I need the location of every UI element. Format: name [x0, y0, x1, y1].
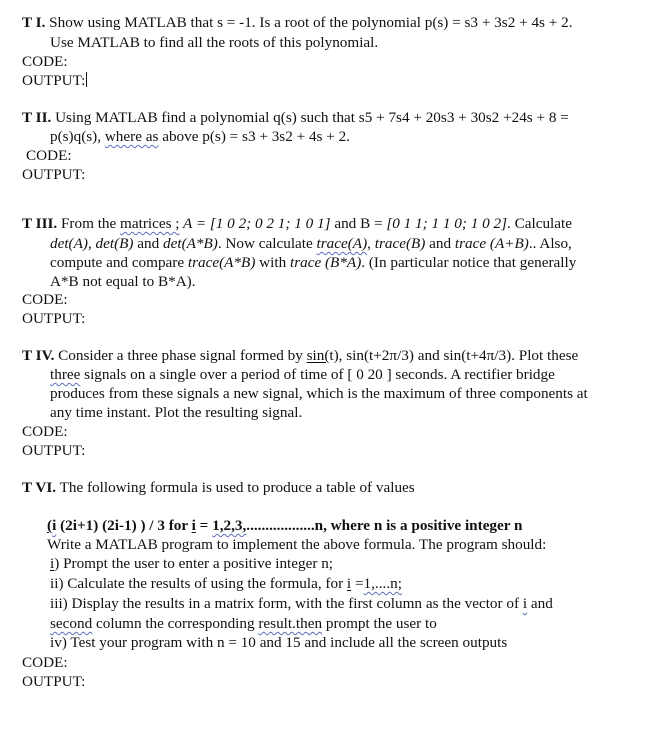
q3-l2e: trace(A) — [316, 235, 368, 252]
q4-l1a: Consider a three phase signal formed by — [54, 347, 307, 364]
q3-output-label: OUTPUT: — [22, 310, 86, 327]
q2-line-2 — [50, 127, 350, 147]
q5-i2a: ii) Calculate the results of using the formula, for — [50, 575, 347, 592]
q3-l2b: and — [133, 235, 164, 252]
q5-i4d: prompt the user to — [322, 615, 437, 632]
q3-code-label: CODE: — [22, 291, 68, 308]
q5-i1a: i — [50, 555, 55, 572]
q4-line-4: any time instant. Plot the resulting signal. — [50, 404, 303, 421]
q5-i3b: i — [522, 595, 528, 612]
q5-item-4 — [50, 614, 437, 634]
q3-l3c: with — [255, 254, 290, 271]
q5-item-2 — [50, 574, 402, 594]
q5-i4c: result.then — [258, 615, 323, 632]
q5-line-1 — [22, 478, 415, 498]
q1-label: T I. — [22, 14, 46, 31]
q5-code-label: CODE: — [22, 654, 68, 671]
q5-line-2: Write a MATLAB program to implement the above formula. The program should: — [47, 536, 547, 553]
q5-fa: ( — [47, 517, 53, 534]
q1-code-label: CODE: — [22, 53, 68, 70]
q2-text-b1: p(s)q(s), — [50, 128, 105, 145]
q3-l1a: From the — [57, 215, 121, 232]
q3-l2j: .. Also, — [528, 235, 572, 252]
q5-fc: (2i+1) (2i-1) ) / 3 for — [56, 517, 192, 534]
q3-l1d: and B = — [330, 215, 387, 232]
q3-l1b: matrices ; — [120, 215, 180, 232]
q5-fg: ..................n, where n is a positive integer n — [246, 517, 523, 534]
q3-l2g: trace(B) — [374, 235, 426, 252]
q2-output-label: OUTPUT: — [22, 166, 86, 183]
q4-label: T IV. — [22, 347, 55, 364]
q4-line-2 — [50, 365, 555, 385]
q5-fe: = — [195, 517, 213, 534]
q5-formula — [47, 516, 522, 536]
q4-l2b: signals on a single over a period of time of [ 0 20 ] seconds. A rectifier bridge — [80, 366, 555, 383]
q3-l2f: , — [367, 235, 375, 252]
q4-line-1 — [22, 346, 578, 366]
text-cursor — [86, 72, 87, 87]
q4-l2a: three — [50, 366, 81, 383]
q1-line-2: Use MATLAB to find all the roots of this polynomial. — [50, 34, 379, 51]
q2-text-b2: where as — [104, 128, 159, 145]
q5-output-label: OUTPUT: — [22, 673, 86, 690]
q5-item-5: iv) Test your program with n = 10 and 15 and include all the screen outputs — [50, 634, 508, 651]
q5-ff: 1,2,3, — [212, 517, 247, 534]
q5-fd: i — [191, 517, 196, 534]
q5-i1b: ) Prompt the user to enter a positive integer n; — [54, 555, 334, 572]
q3-l3b: trace(A*B) — [187, 254, 256, 271]
q3-l2a: det(A), det(B) — [50, 235, 134, 252]
q1-line-1 — [22, 13, 573, 33]
q5-i4a: second — [50, 615, 93, 632]
q5-i3c: and — [527, 595, 553, 612]
q5-item-1 — [50, 554, 333, 574]
q1-output-text: OUTPUT: — [22, 72, 86, 89]
q5-i3a: iii) Display the results in a matrix form, with the first column as the vector of — [50, 595, 523, 612]
q3-l3a: compute and compare — [50, 254, 188, 271]
q3-line-3 — [50, 253, 576, 273]
q5-i2c: = — [351, 575, 364, 592]
q4-output-label: OUTPUT: — [22, 442, 86, 459]
q1-output-label[interactable] — [22, 71, 87, 91]
q3-line-4: A*B not equal to B*A). — [50, 273, 196, 290]
q3-l1f: . Calculate — [507, 215, 572, 232]
q2-text-a: Using MATLAB find a polynomial q(s) such that s5 + 7s4 + 20s3 + 30s2 +24s + 8 = — [51, 109, 569, 126]
q4-code-label: CODE: — [22, 423, 68, 440]
q2-code-label: CODE: — [26, 147, 72, 164]
q3-line-1 — [22, 214, 572, 234]
q5-i4b: column the corresponding — [92, 615, 259, 632]
q2-label: T II. — [22, 109, 52, 126]
q2-line-1 — [22, 108, 569, 128]
q5-intro: The following formula is used to produce a table of values — [56, 479, 415, 496]
q1-text-a: Show using MATLAB that s = -1. Is a root of the polynomial p(s) = s3 + 3s2 + 4s + 2. — [45, 14, 573, 31]
q5-item-3 — [50, 594, 553, 614]
q3-l2c: det(A*B) — [163, 235, 218, 252]
q3-l2i: trace (A+B) — [454, 235, 529, 252]
q5-label: T VI. — [22, 479, 57, 496]
q2-text-b3: above p(s) = s3 + 3s2 + 4s + 2. — [158, 128, 351, 145]
q5-i2d: 1,....n; — [363, 575, 402, 592]
q3-label: T III. — [22, 215, 58, 232]
q3-l3d: trace (B*A) — [289, 254, 362, 271]
q5-i2b: i — [346, 575, 352, 592]
q4-l1c: t), sin(t+2π/3) and sin(t+4π/3). Plot these — [329, 347, 579, 364]
q3-line-2 — [50, 234, 572, 254]
q4-line-3: produces from these signals a new signal, which is the maximum of three components at — [50, 385, 588, 402]
q3-matrix-b: [0 1 1; 1 1 0; 1 0 2] — [386, 215, 508, 232]
q3-l2h: and — [425, 235, 455, 252]
q5-fb: i — [52, 517, 57, 534]
q3-matrix-a: A = [1 0 2; 0 2 1; 1 0 1] — [179, 215, 331, 232]
q3-l3e: . (In particular notice that generally — [361, 254, 577, 271]
q3-l2d: . Now calculate — [217, 235, 317, 252]
q4-l1b: sin( — [306, 347, 330, 364]
